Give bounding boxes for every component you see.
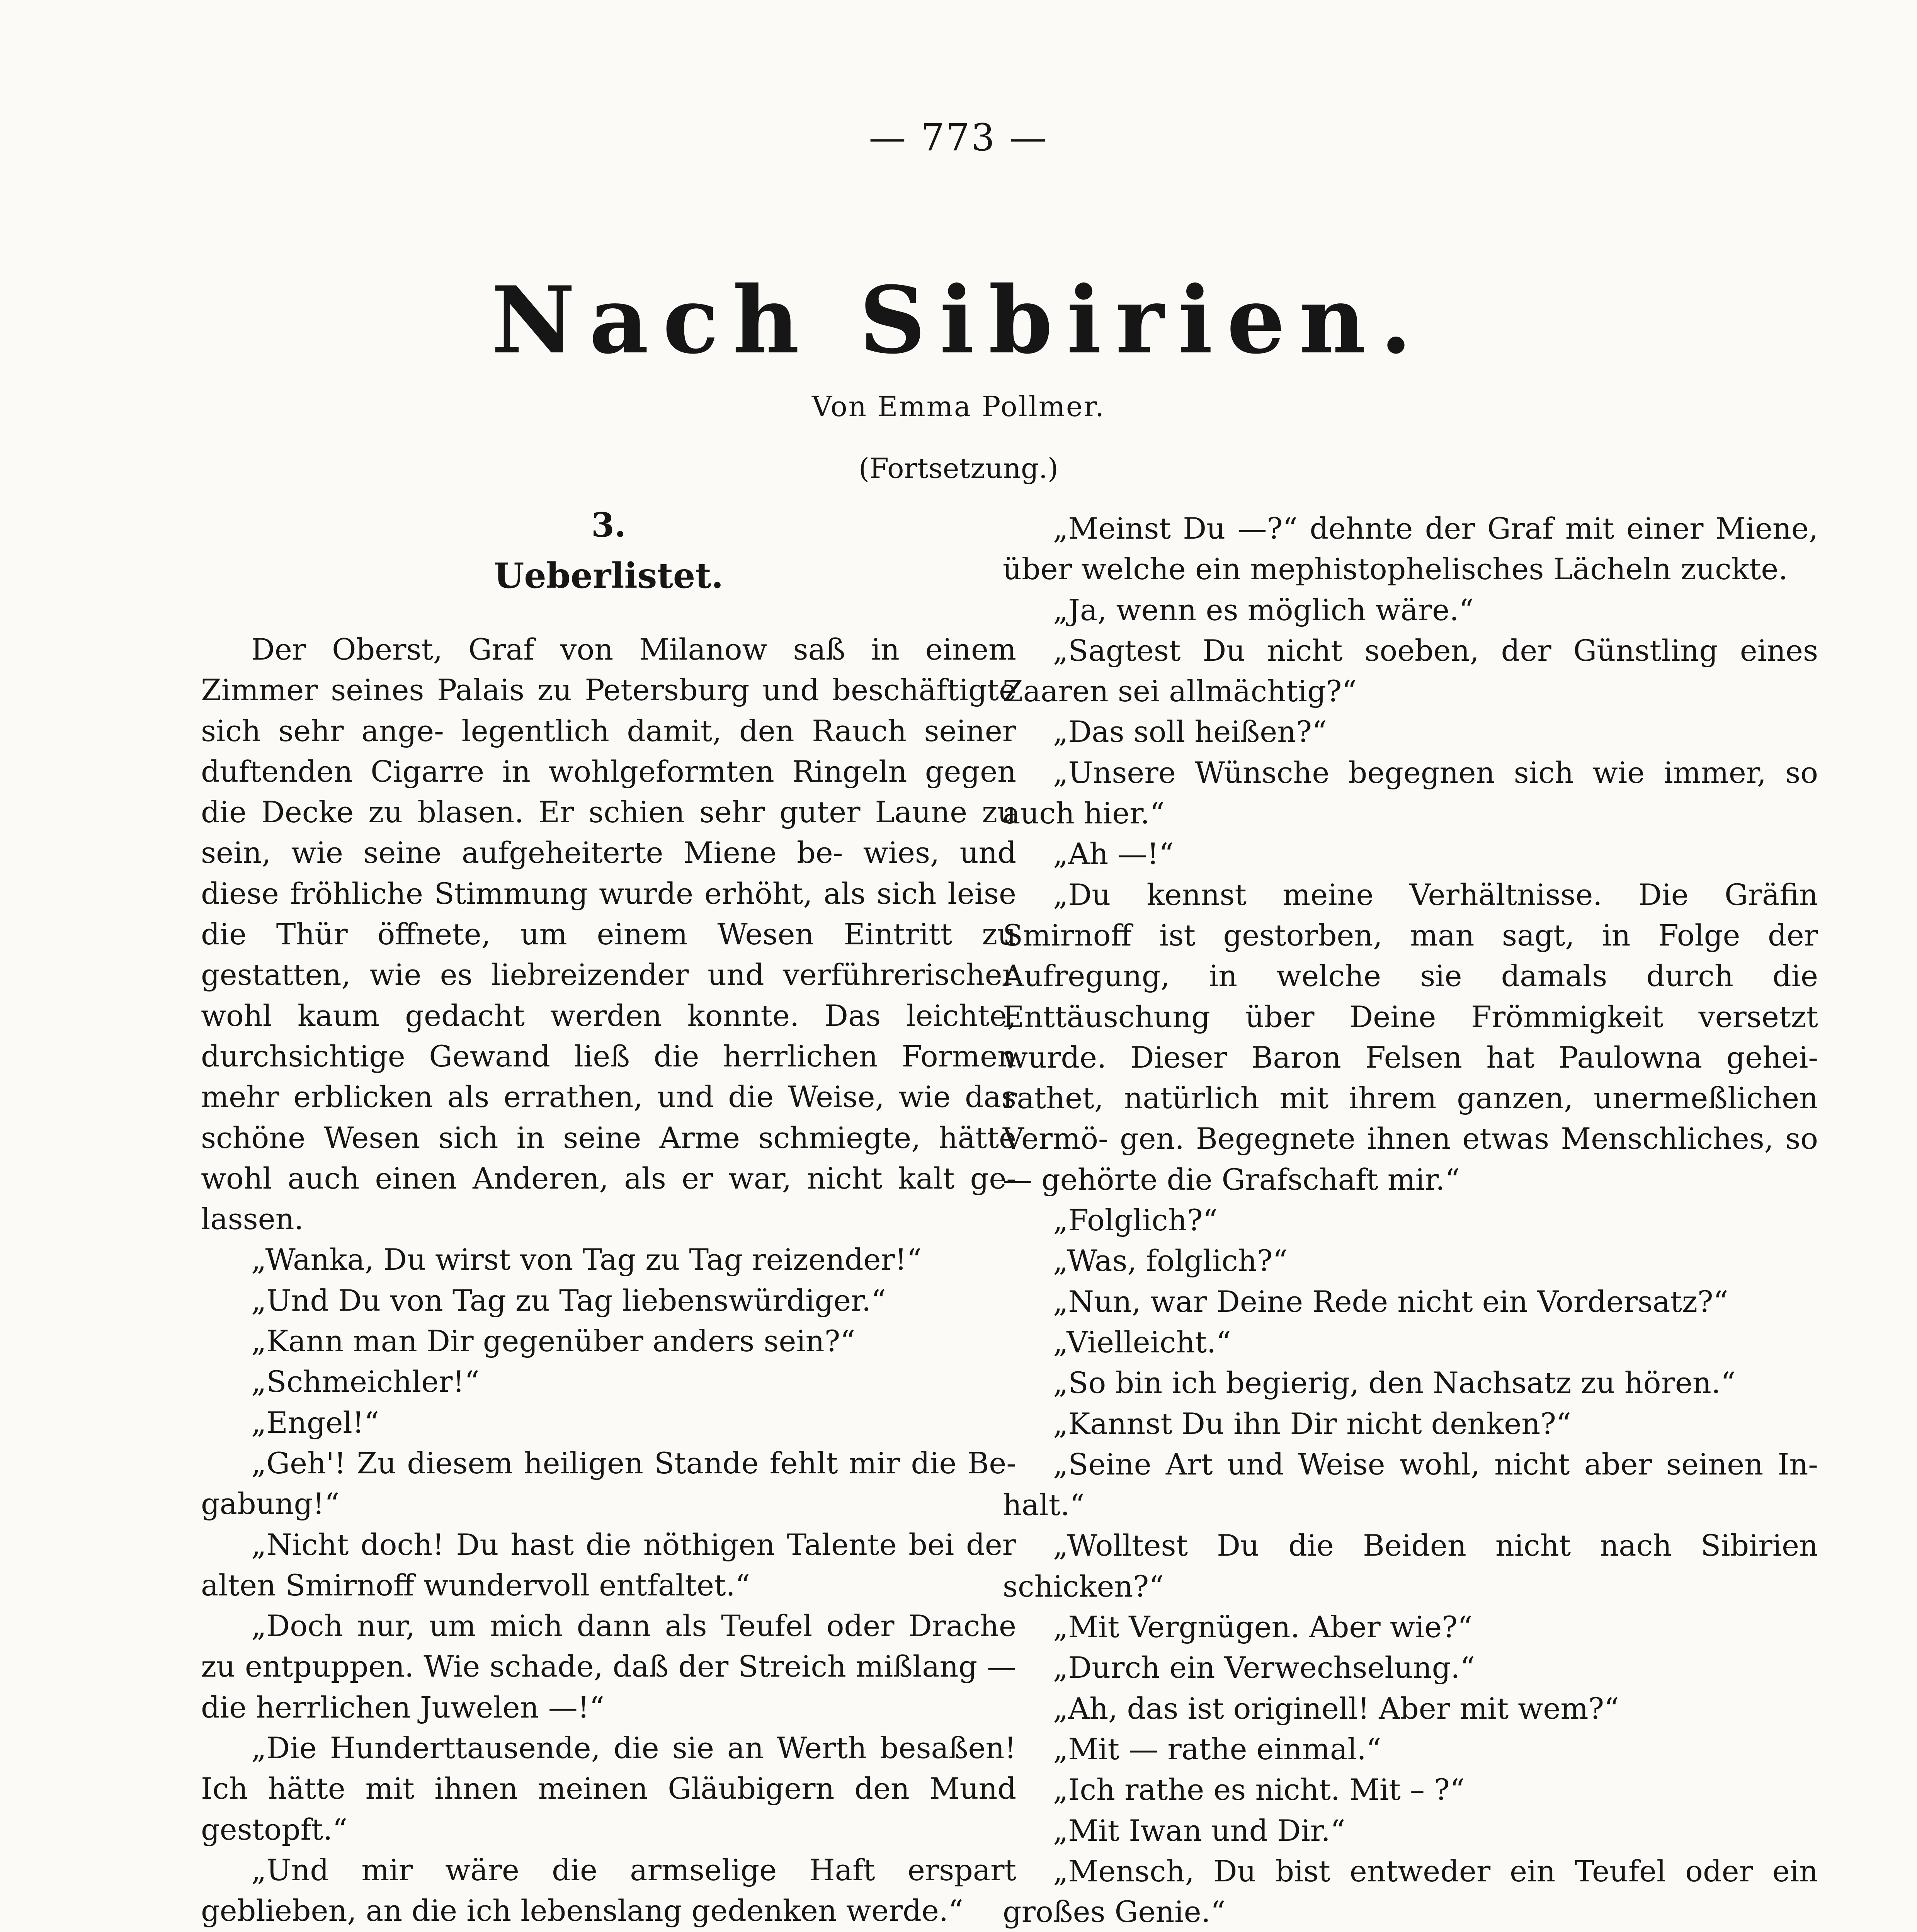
- chapter-title: Ueberlistet.: [493, 555, 724, 596]
- paragraph: „Nicht doch! Du hast die nöthigen Talente bei der alten Smirnoff wundervoll entfaltet.“: [201, 1527, 1016, 1602]
- paragraph: „Vielleicht.“: [1053, 1325, 1232, 1359]
- paragraph: „Wanka, Du wirst von Tag zu Tag reizender!“: [251, 1242, 922, 1277]
- continuation-note: (Fortsetzung.): [858, 452, 1059, 485]
- paragraph: Der Oberst, Graf von Milanow saß in einem Zimmer seines Palais zu Petersburg und beschäftigte sich sehr ange- legentlich damit, den Rauch seiner duftenden Cigarre in wohlgeformten Ringeln gegen die Decke zu blasen. Er schien sehr guter Laune zu sein, wie seine aufgeheiterte Miene be- wies, und diese fröhliche Stimmung wurde erhöht, als sich leise die Thür öffnete, um einem Wesen Eintritt zu gestatten, wie es liebreizender und verführerischer wohl kaum gedacht werden konnte. Das leichte, durchsichtige Gewand ließ die herrlichen Formen mehr erblicken als errathen, und die Weise, wie das schöne Wesen sich in seine Arme schmiegte, hätte wohl auch einen Anderen, als er war, nicht kalt ge- lassen.: [201, 632, 1016, 1236]
- paragraph: „Folglich?“: [1053, 1203, 1218, 1238]
- paragraph: „Mit — rathe einmal.“: [1053, 1731, 1381, 1766]
- paragraph: „Kann man Dir gegenüber anders sein?“: [251, 1324, 856, 1359]
- paragraph: „Und mir wäre die armselige Haft erspart geblieben, an die ich lebenslang gedenken werde.“: [201, 1852, 1016, 1928]
- paragraph: „Und Du von Tag zu Tag liebenswürdiger.“: [251, 1283, 886, 1318]
- paragraph: „Die Hunderttausende, die sie an Werth besaßen! Ich hätte mit ihnen meinen Gläubigern den Mund gestopft.“: [201, 1731, 1016, 1847]
- right-column: [1003, 508, 1818, 1932]
- left-column: [201, 502, 1016, 1932]
- paragraph: „Geh'! Zu diesem heiligen Stande fehlt mir die Be- gabung!“: [201, 1446, 1016, 1521]
- paragraph: „Du kennst meine Verhältnisse. Die Gräfin Smirnoff ist gestorben, man sagt, in Folge der Aufregung, in welche sie damals durch die Enttäuschung über Deine Frömmigkeit versetzt wurde. Dieser Baron Felsen hat Paulowna gehei- rathet, natürlich mit ihrem ganzen, unermeßlichen Vermö- gen. Begegnete ihnen etwas Menschliches, so — gehörte die Grafschaft mir.“: [1003, 877, 1818, 1197]
- paragraph: „Engel!“: [251, 1405, 379, 1440]
- paragraph: „Seine Art und Weise wohl, nicht aber seinen In- halt.“: [1003, 1447, 1818, 1522]
- paragraph: „Mit Iwan und Dir.“: [1053, 1813, 1345, 1848]
- paragraph: „Ich rathe es nicht. Mit – ?“: [1053, 1772, 1465, 1807]
- paragraph: „Das soll heißen?“: [1053, 714, 1327, 749]
- paragraph: „Wolltest Du die Beiden nicht nach Sibirien schicken?“: [1003, 1528, 1818, 1604]
- paragraph: „Ah, das ist originell! Aber mit wem?“: [1053, 1691, 1619, 1726]
- paragraph: „Unsere Wünsche begegnen sich wie immer, so auch hier.“: [1003, 755, 1818, 831]
- paragraph: „Mensch, Du bist entweder ein Teufel oder ein großes Genie.“: [1003, 1854, 1818, 1929]
- paragraph: „Doch nur, um mich dann als Teufel oder Drache zu entpuppen. Wie schade, daß der Streich mißlang — die herrlichen Juwelen —!“: [201, 1609, 1016, 1725]
- paragraph: „Ja, wenn es möglich wäre.“: [1053, 592, 1474, 627]
- page-number: — 773 —: [869, 116, 1048, 159]
- author-line: Von Emma Pollmer.: [811, 390, 1106, 423]
- article-title: Nach Sibirien.: [491, 267, 1426, 374]
- paragraph: „Sagtest Du nicht soeben, der Günstling eines Zaaren sei allmächtig?“: [1003, 633, 1818, 709]
- paragraph: „Ah —!“: [1053, 837, 1174, 871]
- paragraph: „Mit Vergnügen. Aber wie?“: [1053, 1610, 1473, 1645]
- paragraph: „Nun, war Deine Rede nicht ein Vordersatz?“: [1053, 1284, 1728, 1319]
- paragraph: „Kannst Du ihn Dir nicht denken?“: [1053, 1406, 1571, 1441]
- paragraph: „Durch ein Verwechselung.“: [1053, 1650, 1475, 1685]
- paragraph: „Was, folglich?“: [1053, 1243, 1288, 1278]
- paragraph: „So bin ich begierig, den Nachsatz zu hören.“: [1053, 1366, 1736, 1400]
- paragraph: „Schmeichler!“: [251, 1364, 480, 1399]
- chapter-number: 3.: [591, 506, 626, 545]
- paragraph: „Meinst Du —?“ dehnte der Graf mit einer Miene, über welche ein mephistophelisches Lächeln zuckte.: [1003, 511, 1818, 587]
